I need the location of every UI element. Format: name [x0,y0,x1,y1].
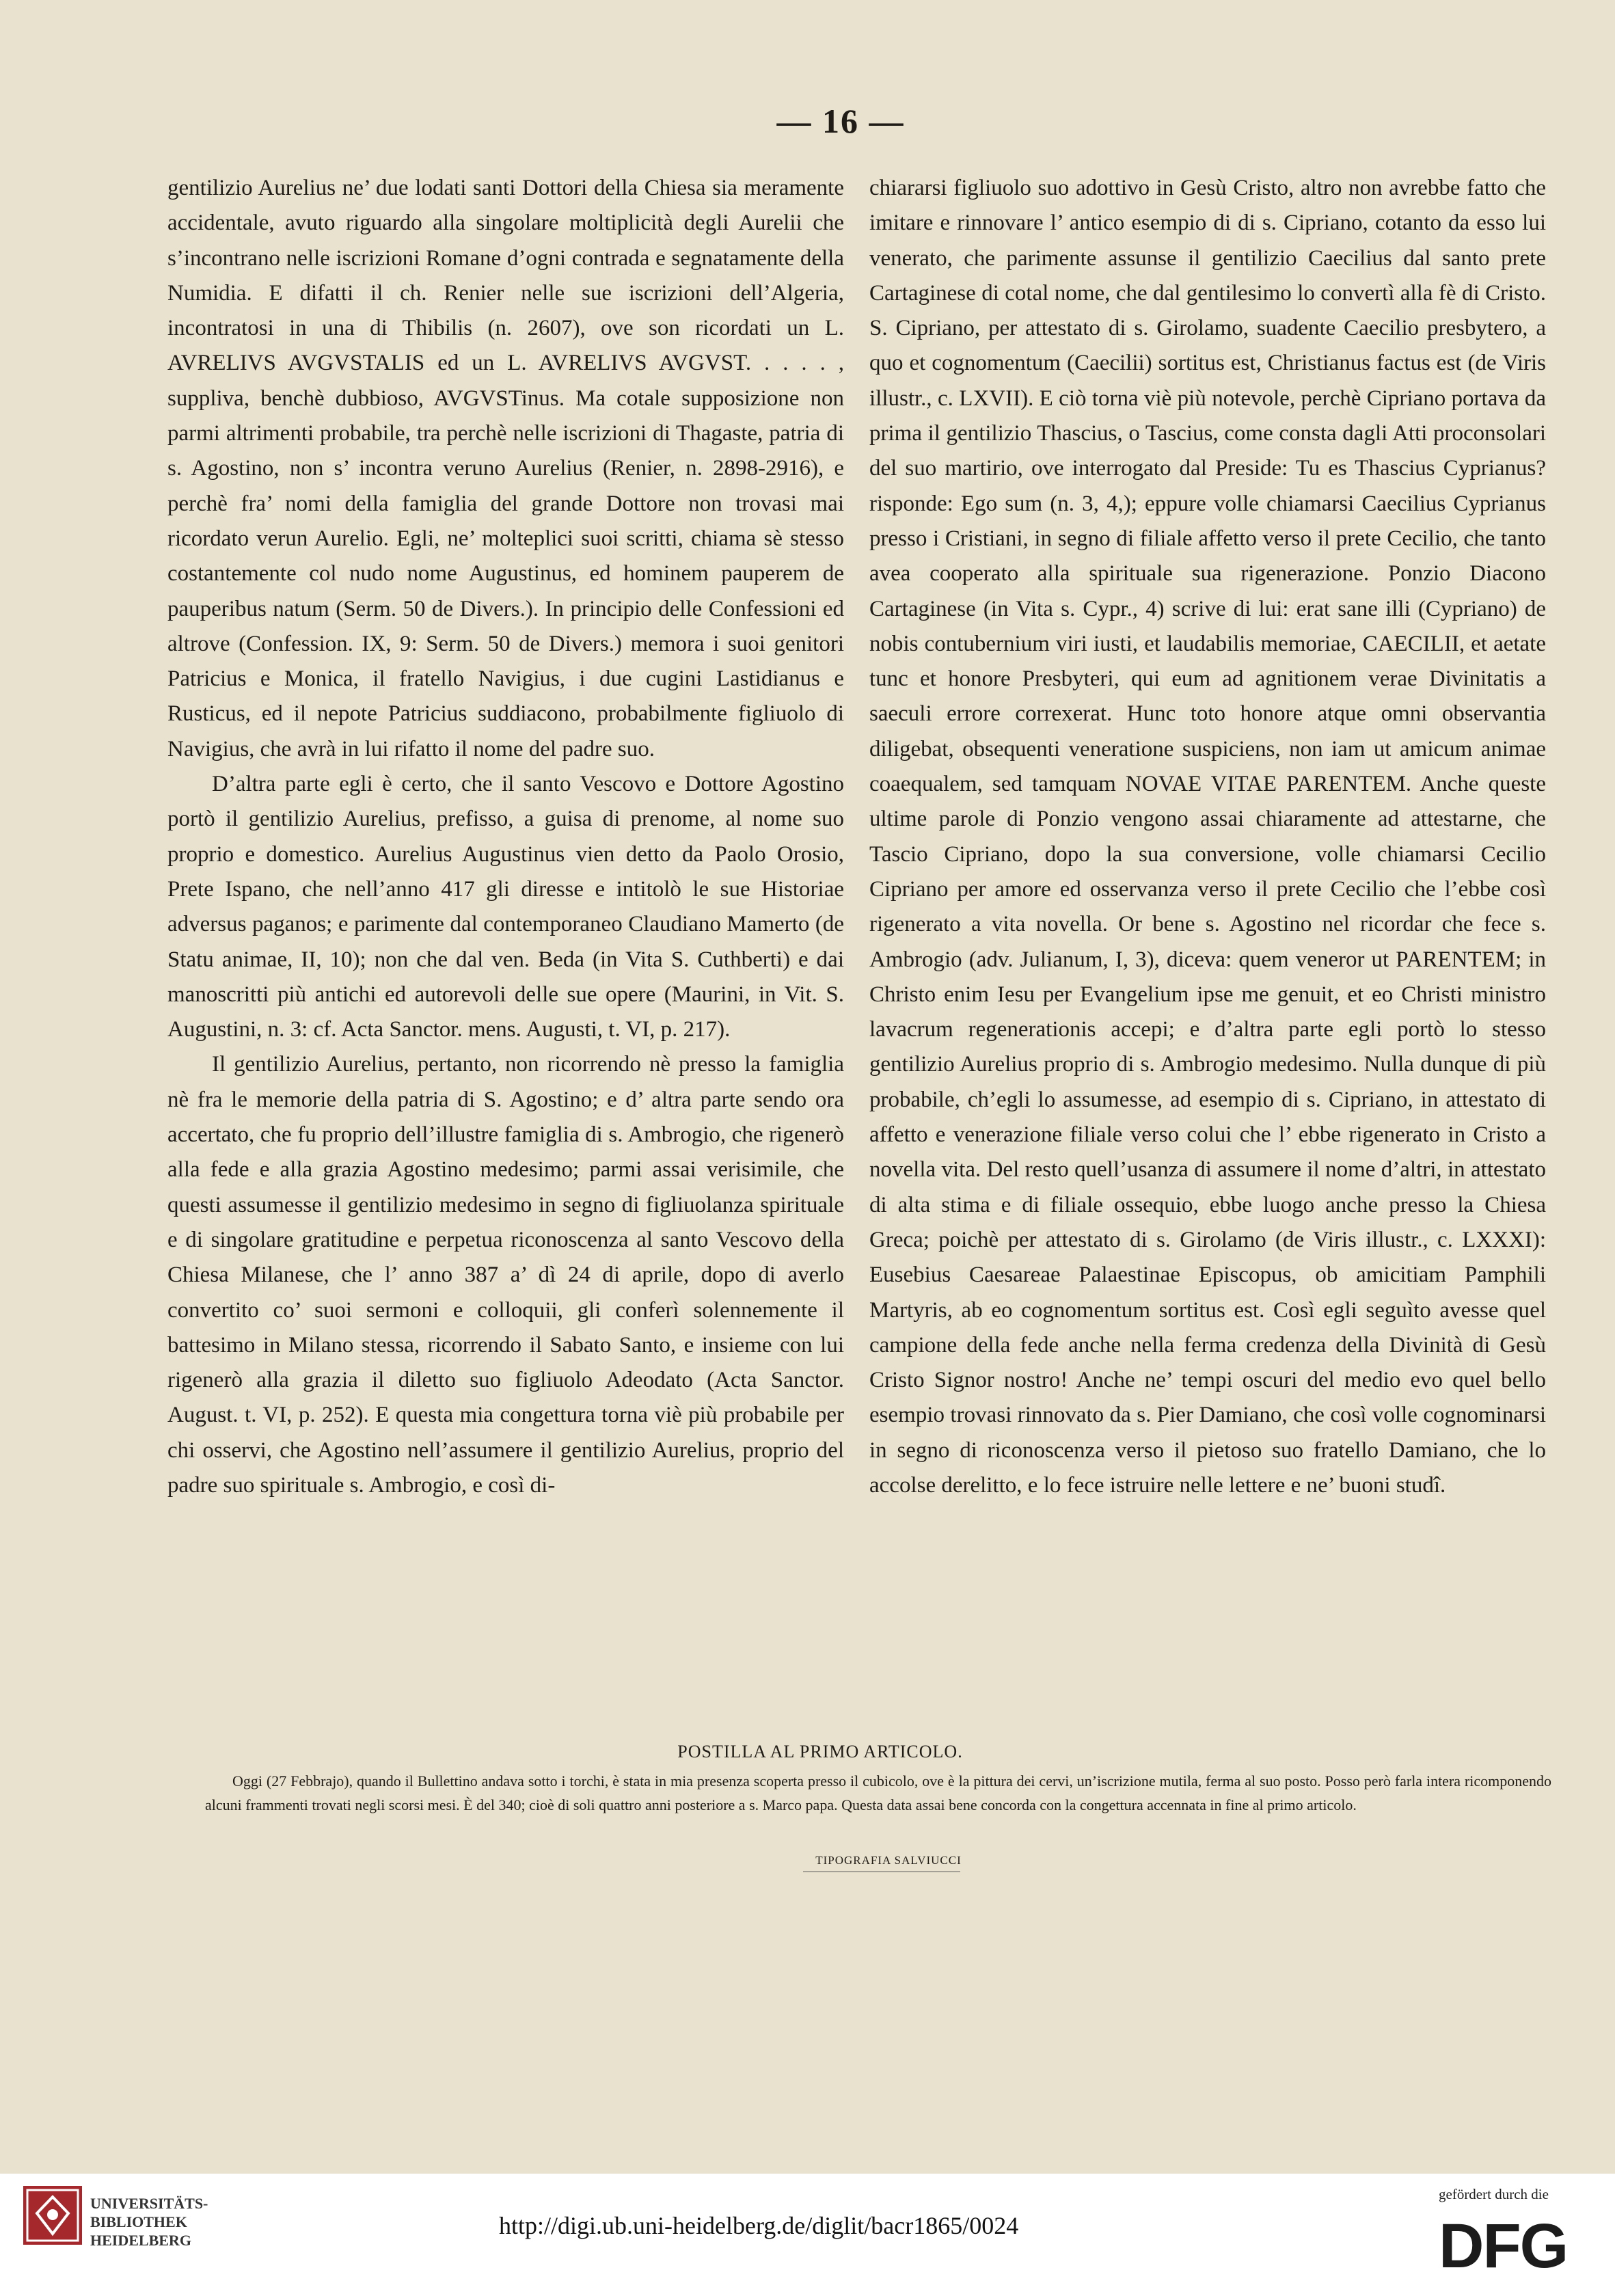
postscript-text: Oggi (27 Febbrajo), quando il Bullettino andava sotto i torchi, è stata in mia presenza scoperta presso il cubicolo, ove è la pittura dei cervi, un’iscrizione mutila, ferma al suo posto. Posso però farla intera ricomponendo alcuni frammenti trovati negli scorsi mesi. È del 340; cioè di soli quattro anni posteriore a s. Marco papa. Questa data assai bene concorda con la congettura accennata in fine al primo articolo. [205,1772,1551,1813]
source-url-link[interactable]: http://digi.ub.uni-heidelberg.de/diglit/bacr1865/0024 [499,2212,1019,2239]
right-column [869,171,1546,1503]
paragraph: gentilizio Aurelius ne’ due lodati santi Dottori della Chiesa sia meramente accidentale, avuto riguardo alla singolare moltiplicità degli Aurelii che s’incontrano nelle iscrizioni Romane d’ogni contrada e segnatamente della Numidia. E difatti il ch. Renier nelle sue iscrizioni dell’Algeria, incontratosi in una di Thibilis (n. 2607), ove son ricordati un L. AVRELIVS AVGVSTALIS ed un L. AVRELIVS AVGVST. . . . . , suppliva, benchè dubbioso, AVGVSTinus. Ma cotale supposizione non parmi altrimenti probabile, tra perchè nelle iscrizioni di Thagaste, patria di s. Agostino, non s’ incontra veruno Aurelius (Renier, n. 2898-2916), e perchè fra’ nomi della famiglia del grande Dottore non trovasi mai ricordato verun Aurelio. Egli, ne’ molteplici suoi scritti, chiama sè stesso costantemente col nudo nome Augustinus, ed hominem pauperem de pauperibus natum (Serm. 50 de Divers.). In principio delle Confessioni ed altrove (Confession. IX, 9: Serm. 50 de Divers.) memora i suoi genitori Patricius e Monica, il fratello Navigius, i due cugini Lastidianus e Rusticus, ed il nepote Patricius suddiacono, probabilmente figliuolo di Navigius, che avrà in lui rifatto il nome del padre suo. [167,176,844,761]
printer-imprint: TIPOGRAFIA SALVIUCCI [815,1854,962,1867]
paragraph: chiararsi figliuolo suo adottivo in Gesù Cristo, altro non avrebbe fatto che imitare e rinnovare l’ antico esempio di di s. Cipriano, cotanto da esso lui venerato, che parimente assunse il gentilizio Caecilius dal santo prete Cartaginese di cotal nome, che dal gentilesimo lo convertì alla fè di Cristo. S. Cipriano, per attestato di s. Girolamo, suadente Caecilio presbytero, a quo et cognomentum (Caecilii) sortitus est, Christianus factus est (de Viris illustr., c. LXVII). E ciò torna viè più notevole, perchè Cipriano portava da prima il gentilizio Thascius, o Tascius, come consta dagli Atti proconsolari del suo martirio, ove interrogato dal Preside: Tu es Thascius Cyprianus? risponde: Ego sum (n. 3, 4,); eppure volle chiamarsi Caecilius Cyprianus presso i Cristiani, in segno di filiale affetto verso il prete Cecilio, che tanto avea cooperato alla spirituale sua rigenerazione. Ponzio Diacono Cartaginese (in Vita s. Cypr., 4) scrive di lui: erat sane illi (Cypriano) de nobis contubernium viri iusti, et laudabilis memoriae, CAECILII, et aetate tunc et honore Presbyteri, qui eum ad agnitionem verae Divinitatis a saeculi errore correxerat. Hunc toto honore atque omni observantia diligebat, obsequenti veneratione suspiciens, non iam ut amicum animae coaequalem, sed tamquam NOVAE VITAE PARENTEM. Anche queste ultime parole di Ponzio vengono assai chiaramente ad attestarne, che Tascio Cipriano, dopo la sua conversione, volle chiamarsi Cecilio Cipriano per amore ed osservanza verso il prete Cecilio che l’ebbe così rigenerato a vita novella. Or bene s. Agostino nel ricordar che fece s. Ambrogio (adv. Julianum, I, 3), diceva: quem veneror ut PARENTEM; in Christo enim Iesu per Evangelium ipse me genuit, et eo Christi ministro lavacrum regenerationis accepi; e d’altra parte egli portò lo stesso gentilizio Aurelius proprio di s. Ambrogio medesimo. Nulla dunque di più probabile, ch’egli lo assumesse, ad esempio di s. Cipriano, in attestato di affetto e venerazione filiale verso colui che l’ ebbe rigenerato in Cristo a novella vita. Del resto quell’usanza di assumere il nome d’altri, in attestato di alta stima e di filiale ossequio, ebbe luogo anche presso la Chiesa Greca; poichè per attestato di s. Girolamo (de Viris illustr., c. LXXXI): Eusebius Caesareae Palaestinae Episcopus, ob amicitiam Pamphili Martyris, ab eo cognomentum sortitus est. Così egli seguìto avesse quel campione della fede anche nella ferma credenza della Divinità di Gesù Cristo Signor nostro! Anche ne’ tempi oscuri del medio evo quel bello esempio trovasi rinnovato da s. Pier Damiano, che così volle cognominarsi in segno di riconoscenza verso il pietoso suo fratello Damiano, che lo accolse derelitto, e lo fece istruire nelle lettere e ne’ buoni studî. [869,176,1546,1498]
dfg-logo [1439,2211,1592,2276]
page-number: — 16 — [776,102,905,140]
paragraph: D’altra parte egli è certo, che il santo Vescovo e Dottore Agostino portò il gentilizio Aurelius, prefisso, a guisa di prenome, al nome suo proprio e domestico. Aurelius Augustinus vien detto da Paolo Orosio, Prete Ispano, che nell’anno 417 gli diresse e intitolò le sue Historiae adversus paganos; e parimente dal contemporaneo Claudiano Mamerto (de Statu animae, II, 10); non che dal ven. Beda (in Vita S. Cuthberti) e dai manoscritti più antichi ed autorevoli delle sue opere (Maurini, in Vit. S. Augustini, n. 3: cf. Acta Sanctor. mens. Augusti, t. VI, p. 217). [167,772,844,1042]
paragraph: Il gentilizio Aurelius, pertanto, non ricorrendo nè presso la famiglia nè fra le memorie della patria di S. Agostino; e d’ altra parte sendo ora accertato, che fu proprio dell’illustre famiglia di s. Ambrogio, che rigenerò alla fede e alla grazia Agostino medesimo; parmi assai verisimile, che questi assumesse il gentilizio medesimo in segno di figliuolanza spirituale e di singolare gratitudine e perpetua riconoscenza al santo Vescovo della Chiesa Milanese, che l’ anno 387 a’ dì 24 di aprile, dopo di averlo convertito co’ suoi sermoni e colloquii, gli conferì solennemente il battesimo in Milano stessa, ricorrendo il Sabato Santo, e insieme con lui rigenerò alla grazia il diletto suo figliuolo Adeodato (Acta Sanctor. August. t. VI, p. 252). E questa mia congettura torna viè più probabile per chi osservi, che Agostino nell’assumere il gentilizio Aurelius, proprio del padre suo spirituale s. Ambrogio, e così di- [167,1052,844,1498]
university-seal-logo [23,2186,82,2245]
postscript-title: POSTILLA AL PRIMO ARTICOLO. [677,1742,963,1761]
dfg-logo-text: DFG [1439,2211,1568,2276]
library-name: UNIVERSITÄTS- BIBLIOTHEK HEIDELBERG [90,2195,208,2249]
left-column [167,171,844,1503]
sponsor-text: gefördert durch die [1439,2186,1549,2202]
